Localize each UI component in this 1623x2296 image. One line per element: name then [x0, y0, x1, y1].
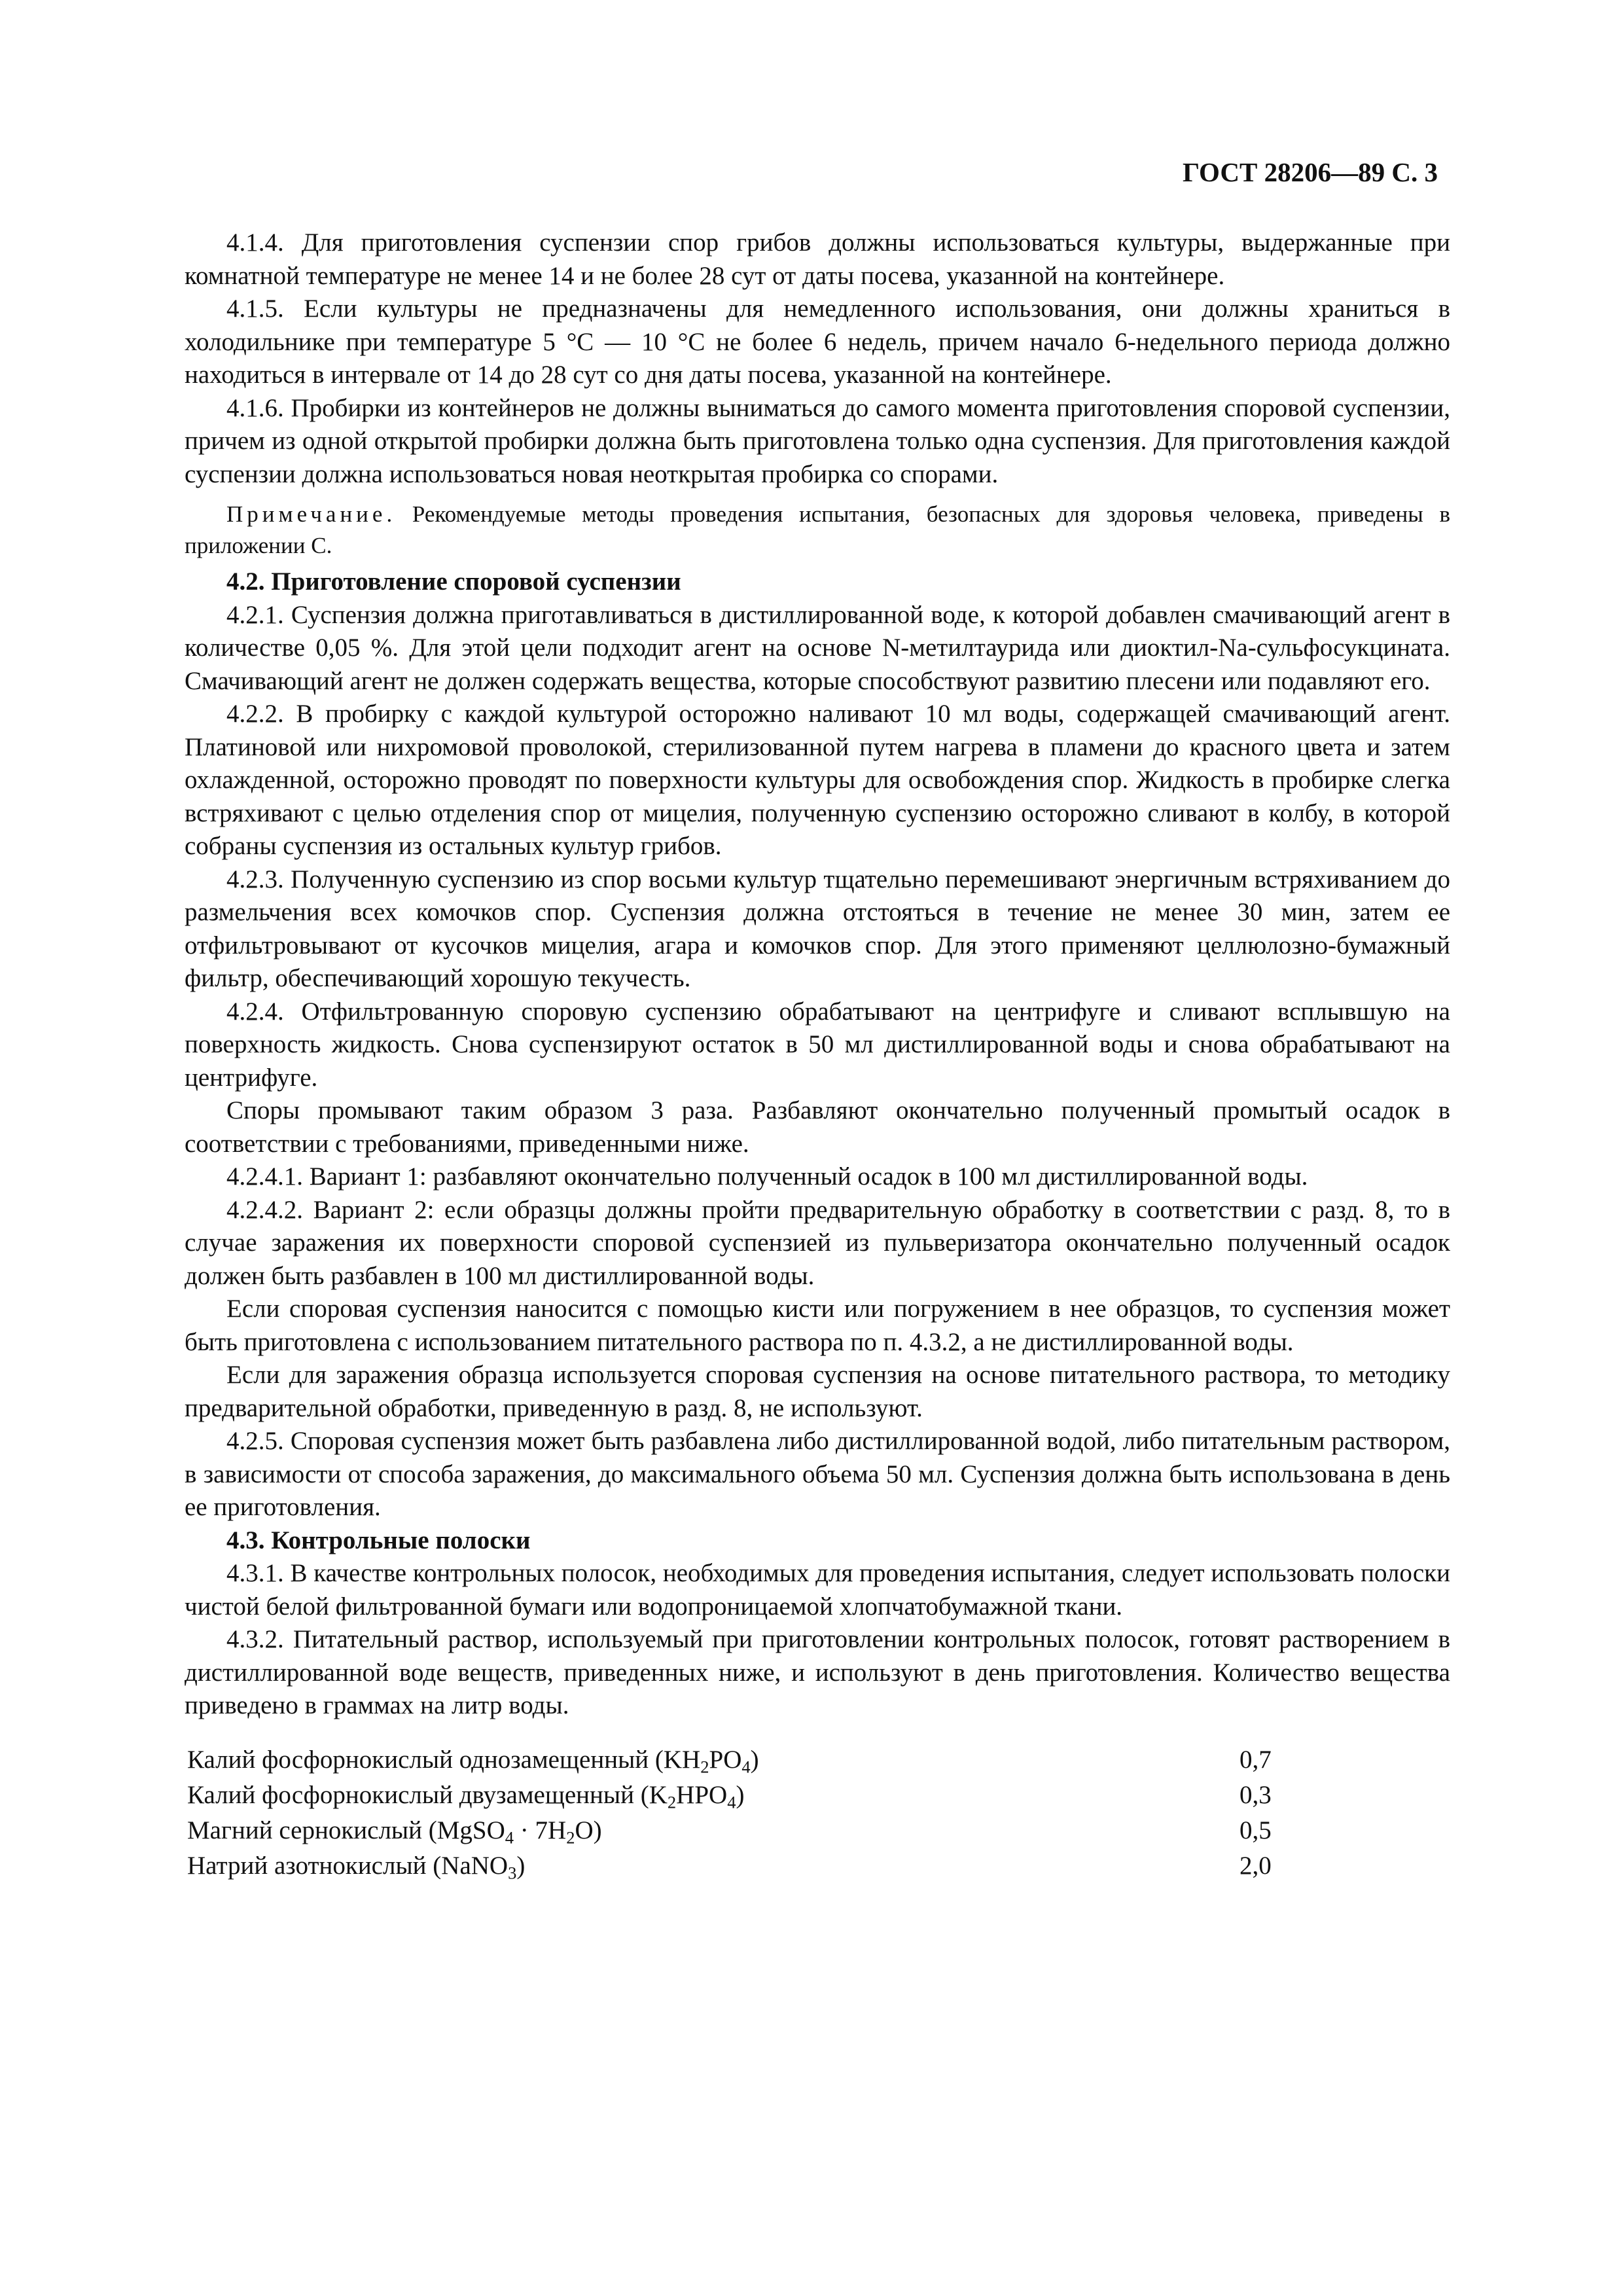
paragraph-4-2-2: 4.2.2. В пробирку с каждой культурой осторожно наливают 10 мл воды, содержащей смачивающий агент. Платиновой или нихромовой проволокой, стерилизованной путем нагрева в пламени до красного цвета и затем охлажденной, осторожно проводят по поверхности культуры для освобождения спор. Жидкость в пробирке слегка встряхивают с целью отделения спор от мицелия, полученную суспензию осторожно сливают в колбу, в которой собраны суспензия из остальных культур грибов. [185, 700, 1450, 860]
section-title-4-2: 4.2. Приготовление споровой суспензии [226, 567, 681, 596]
document-body [185, 226, 1450, 1884]
ingredient-name: Натрий азотнокислый (NaNO$_3$) [187, 1851, 526, 1882]
ingredient-row [185, 1848, 1450, 1884]
paragraph-4-2-4-1: 4.2.4.1. Вариант 1: разбавляют окончательно полученный осадок в 100 мл дистиллированной воды. [226, 1162, 1308, 1191]
paragraph-4-2-4-2: 4.2.4.2. Вариант 2: если образцы должны пройти предварительную обработку в соответствии с разд. 8, то в случае заражения их поверхности споровой суспензией из пульверизатора окончательно полученный осадок должен быть разбавлен в 100 мл дистиллированной воды. [185, 1195, 1450, 1290]
ingredient-row [185, 1813, 1450, 1848]
section-title-4-3: 4.3. Контрольные полоски [226, 1526, 531, 1554]
ingredient-value: 2,0 [1240, 1851, 1272, 1880]
ingredients-list [185, 1742, 1450, 1884]
paragraph-4-2-4-wash: Споры промывают таким образом 3 раза. Разбавляют окончательно полученный промытый осадок в соответствии с требованиями, приведенными ниже. [185, 1096, 1450, 1158]
ingredient-value: 0,7 [1240, 1745, 1272, 1774]
page-header: ГОСТ 28206—89 С. 3 [1182, 157, 1438, 187]
paragraph-4-2-3: 4.2.3. Полученную суспензию из спор восьми культур тщательно перемешивают энергичным встряхиванием до размельчения всех комочков спор. Суспензия должна отстояться в течение не менее 30 мин, затем ее отфильтровывают от кусочков мицелия, агара и комочков спор. Для этого применяют целлюлозно-бумажный фильтр, обеспечивающий хорошую текучесть. [185, 865, 1450, 992]
paragraph-4-3-2: 4.3.2. Питательный раствор, используемый при приготовлении контрольных полосок, готовят растворением в дистиллированной воде веществ, приведенных ниже, и используют в день приготовления. Количество вещества приведено в граммах на литр воды. [185, 1625, 1450, 1719]
ingredient-row [185, 1778, 1450, 1813]
note-label: Примечание. [226, 501, 397, 527]
paragraph-4-2-1: 4.2.1. Суспензия должна приготавливаться в дистиллированной воде, к которой добавлен смачивающий агент в количестве 0,05 %. Для этой цели подходит агент на основе N-метилтаурида или диоктил-Na-сульфосукцината. Смачивающий агент не должен содержать вещества, которые способствуют развитию плесени или подавляют его. [185, 600, 1450, 695]
paragraph-4-2-5: 4.2.5. Споровая суспензия может быть разбавлена либо дистиллированной водой, либо питательным раствором, в зависимости от способа заражения, до максимального объема 50 мл. Суспензия должна быть использована в день ее приготовления. [185, 1427, 1450, 1521]
note-text: Рекомендуемые методы проведения испытания, безопасных для здоровья человека, приведены в приложении С. [185, 501, 1450, 558]
ingredient-name: Магний сернокислый (MgSO$_4$ · $7H_2O$) [187, 1816, 602, 1847]
ingredient-name: Калий фосфорнокислый однозамещенный $(KH_2PO_4)$ [187, 1745, 759, 1776]
ingredient-row [185, 1742, 1450, 1778]
ingredient-value: 0,3 [1240, 1780, 1272, 1809]
paragraph-4-2-4: 4.2.4. Отфильтрованную споровую суспензию обрабатывают на центрифуге и сливают всплывшую на поверхность жидкость. Снова суспензируют остаток в 50 мл дистиллированной воды и снова обрабатывают на центрифуге. [185, 997, 1450, 1092]
note [185, 499, 1450, 562]
ingredient-name: Калий фосфорнокислый двузамещенный $(K_2HPO_4)$ [187, 1780, 745, 1812]
paragraph-4-2-4-2-nutrient: Если для заражения образца используется споровая суспензия на основе питательного раствора, то методику предварительной обработки, приведенную в разд. 8, не используют. [185, 1361, 1450, 1422]
paragraph-4-1-4: 4.1.4. Для приготовления суспензии спор грибов должны использоваться культуры, выдержанные при комнатной температуре не менее 14 и не более 28 сут от даты посева, указанной на контейнере. [185, 228, 1450, 290]
paragraph-4-3-1: 4.3.1. В качестве контрольных полосок, необходимых для проведения испытания, следует использовать полоски чистой белой фильтрованной бумаги или водопроницаемой хлопчатобумажной ткани. [185, 1559, 1450, 1621]
paragraph-4-1-5: 4.1.5. Если культуры не предназначены для немедленного использования, они должны храниться в холодильнике при температуре 5 °С — 10 °С не более 6 недель, причем начало 6-недельного периода должно находиться в интервале от 14 до 28 сут со дня даты посева, указанной на контейнере. [185, 295, 1450, 389]
paragraph-4-2-4-2-brush: Если споровая суспензия наносится с помощью кисти или погружением в нее образцов, то суспензия может быть приготовлена с использованием питательного раствора по п. 4.3.2, а не дистиллированной воды. [185, 1295, 1450, 1356]
paragraph-4-1-6: 4.1.6. Пробирки из контейнеров не должны выниматься до самого момента приготовления споровой суспензии, причем из одной открытой пробирки должна быть приготовлена только одна суспензия. Для приготовления каждой суспензии должна использоваться новая неоткрытая пробирка со спорами. [185, 393, 1450, 488]
ingredient-value: 0,5 [1240, 1816, 1272, 1844]
